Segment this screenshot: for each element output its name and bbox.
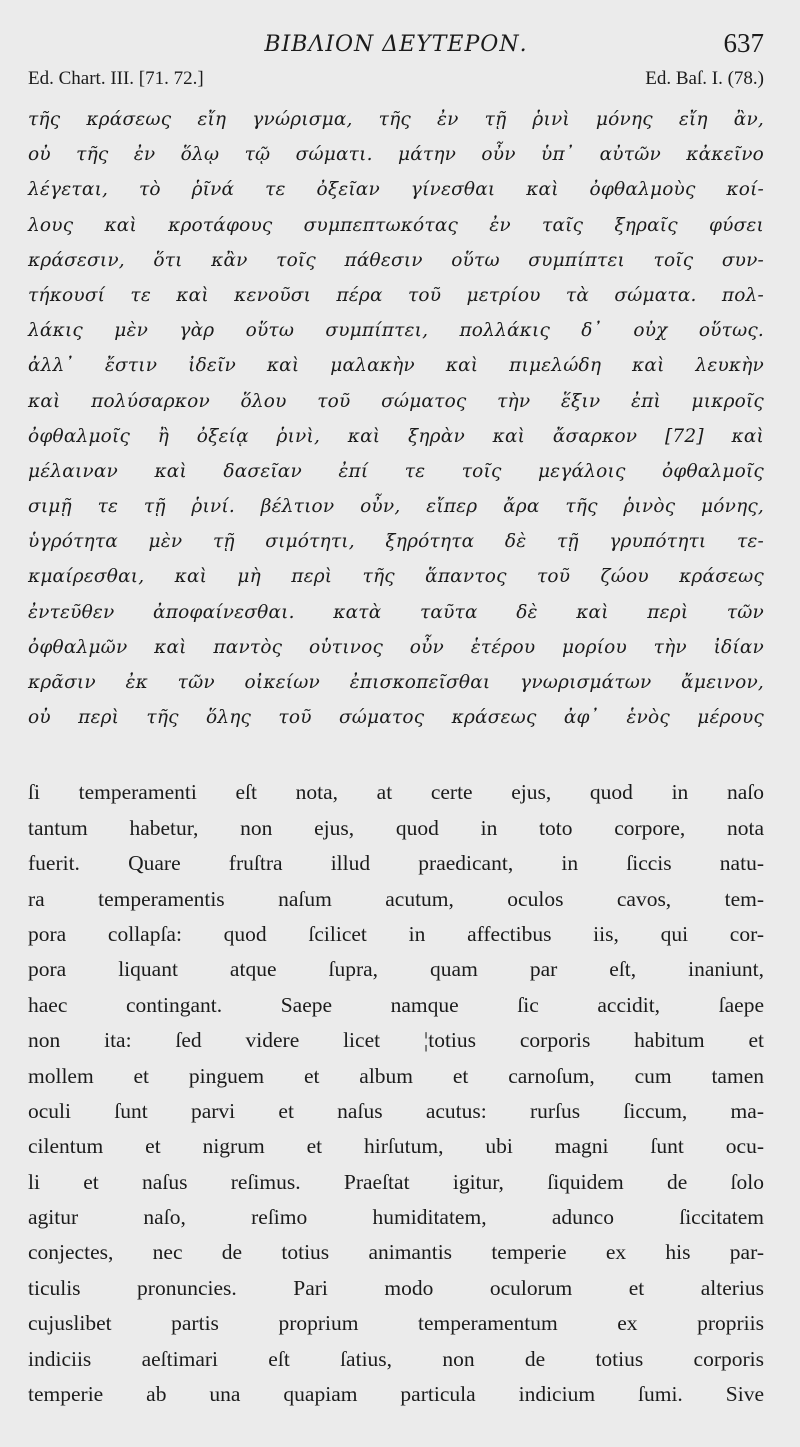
- running-head: [28, 24, 764, 68]
- latin-text-line: mollem et pinguem et album et carnoſum, cum tamen: [28, 1063, 764, 1088]
- latin-text-line: agitur naſo, reſimo humiditatem, adunco ſiccitatem: [28, 1205, 764, 1230]
- greek-text-line: οὐ τῆς ἐν ὅλῳ τῷ σώματι. μάτην οὖν ὑπ᾿ αὐτῶν κἀκεῖνο: [28, 144, 764, 166]
- greek-text-line: ὀφθαλμοῖς ἢ ὀξείᾳ ῥινὶ, καὶ ξηρὰν καὶ ἄσαρκον [72] καὶ: [28, 425, 764, 447]
- greek-text-line: ὀφθαλμῶν καὶ παντὸς οὑτινος οὖν ἑτέρου μορίου τὴν ἰδίαν: [28, 636, 764, 658]
- latin-text-line: ſi temperamenti eſt nota, at certe ejus, quod in naſo: [28, 780, 764, 805]
- latin-text-line: li et naſus reſimus. Praeſtat igitur, ſiquidem de ſolo: [28, 1169, 764, 1194]
- latin-text-line: non ita: ſed videre licet ¦totius corporis habitum et: [28, 1028, 764, 1053]
- greek-text-line: μέλαιναν καὶ δασεῖαν ἐπί τε τοῖς μεγάλοις ὀφθαλμοῖς: [28, 460, 764, 482]
- greek-text-line: ἀλλ᾿ ἔστιν ἰδεῖν καὶ μαλακὴν καὶ πιμελώδη καὶ λευκὴν: [28, 355, 764, 377]
- greek-text-line: σιμῇ τε τῇ ῥινί. βέλτιον οὖν, εἴπερ ἄρα τῆς ῥινὸς μόνης,: [28, 496, 764, 518]
- page-number: 637: [723, 28, 764, 58]
- greek-text-line: τήκουσί τε καὶ κενοῦσι πέρα τοῦ μετρίου τὰ σώματα. πολ-: [28, 284, 764, 306]
- greek-text-line: κρᾶσιν ἐκ τῶν οἰκείων ἐπισκοπεῖσθαι γνωρισμάτων ἄμεινον,: [28, 672, 764, 693]
- edition-reference-right: Ed. Baſ. I. (78.): [645, 68, 764, 89]
- latin-text-line: haec contingant. Saepe namque ſic accidit, ſaepe: [28, 992, 764, 1017]
- latin-text-line: indiciis aeſtimari eſt ſatius, non de totius corporis: [28, 1346, 764, 1371]
- edition-reference-line: [28, 68, 764, 102]
- latin-text-block: [28, 775, 764, 1412]
- greek-text-line: ἐντεῦθεν ἀποφαίνεσθαι. κατὰ ταῦτα δὲ καὶ περὶ τῶν: [28, 601, 764, 623]
- greek-text-block: [28, 102, 764, 735]
- greek-text-line: κράσεσιν, ὅτι κἂν τοῖς πάθεσιν οὕτω συμπίπτει τοῖς συν-: [28, 249, 764, 271]
- latin-text-line: oculi ſunt parvi et naſus acutus: rurſus ſiccum, ma-: [28, 1098, 764, 1123]
- latin-text-line: pora liquant atque ſupra, quam par eſt, inaniunt,: [28, 957, 764, 982]
- latin-text-line: ticulis pronuncies. Pari modo oculorum et alterius: [28, 1275, 764, 1300]
- greek-text-line: τῆς κράσεως εἴη γνώρισμα, τῆς ἐν τῇ ῥινὶ μόνης εἴη ἂν,: [28, 109, 764, 130]
- section-gap: [28, 735, 764, 775]
- greek-text-line: λους καὶ κροτάφους συμπεπτωκότας ἐν ταῖς ξηραῖς φύσει: [28, 214, 764, 236]
- latin-text-line: fuerit. Quare fruſtra illud praedicant, in ſiccis natu-: [28, 851, 764, 876]
- latin-text-line: temperie ab una quapiam particula indicium ſumi. Sive: [28, 1382, 764, 1407]
- greek-text-line: λάκις μὲν γὰρ οὕτω συμπίπτει, πολλάκις δ᾿ οὐχ οὕτως.: [28, 320, 764, 342]
- greek-text-line: κμαίρεσθαι, καὶ μὴ περὶ τῆς ἅπαντος τοῦ ζώου κράσεως: [28, 566, 764, 588]
- latin-text-line: conjectes, nec de totius animantis temperie ex his par-: [28, 1240, 764, 1265]
- greek-text-line: οὐ περὶ τῆς ὅλης τοῦ σώματος κράσεως ἀφ᾿ ἑνὸς μέρους: [28, 707, 764, 729]
- latin-text-line: cujuslibet partis proprium temperamentum ex propriis: [28, 1311, 764, 1336]
- latin-text-line: tantum habetur, non ejus, quod in toto corpore, nota: [28, 815, 764, 840]
- running-title: ΒΙΒΛΙΟΝ ΔΕΥΤΕΡΟΝ.: [264, 32, 528, 57]
- edition-reference-left: Ed. Chart. III. [71. 72.]: [28, 68, 204, 89]
- latin-text-line: cilentum et nigrum et hirſutum, ubi magni ſunt ocu-: [28, 1134, 764, 1159]
- greek-text-line: καὶ πολύσαρκον ὅλου τοῦ σώματος τὴν ἕξιν ἐπὶ μικροῖς: [28, 390, 764, 412]
- latin-text-line: ra temperamentis naſum acutum, oculos cavos, tem-: [28, 886, 764, 911]
- greek-text-line: ὑγρότητα μὲν τῇ σιμότητι, ξηρότητα δὲ τῇ γρυπότητι τε-: [28, 531, 764, 553]
- greek-text-line: λέγεται, τὸ ῥῖνά τε ὀξεῖαν γίνεσθαι καὶ ὀφθαλμοὺς κοί-: [28, 179, 764, 201]
- latin-text-line: pora collapſa: quod ſcilicet in affectibus iis, qui cor-: [28, 921, 764, 946]
